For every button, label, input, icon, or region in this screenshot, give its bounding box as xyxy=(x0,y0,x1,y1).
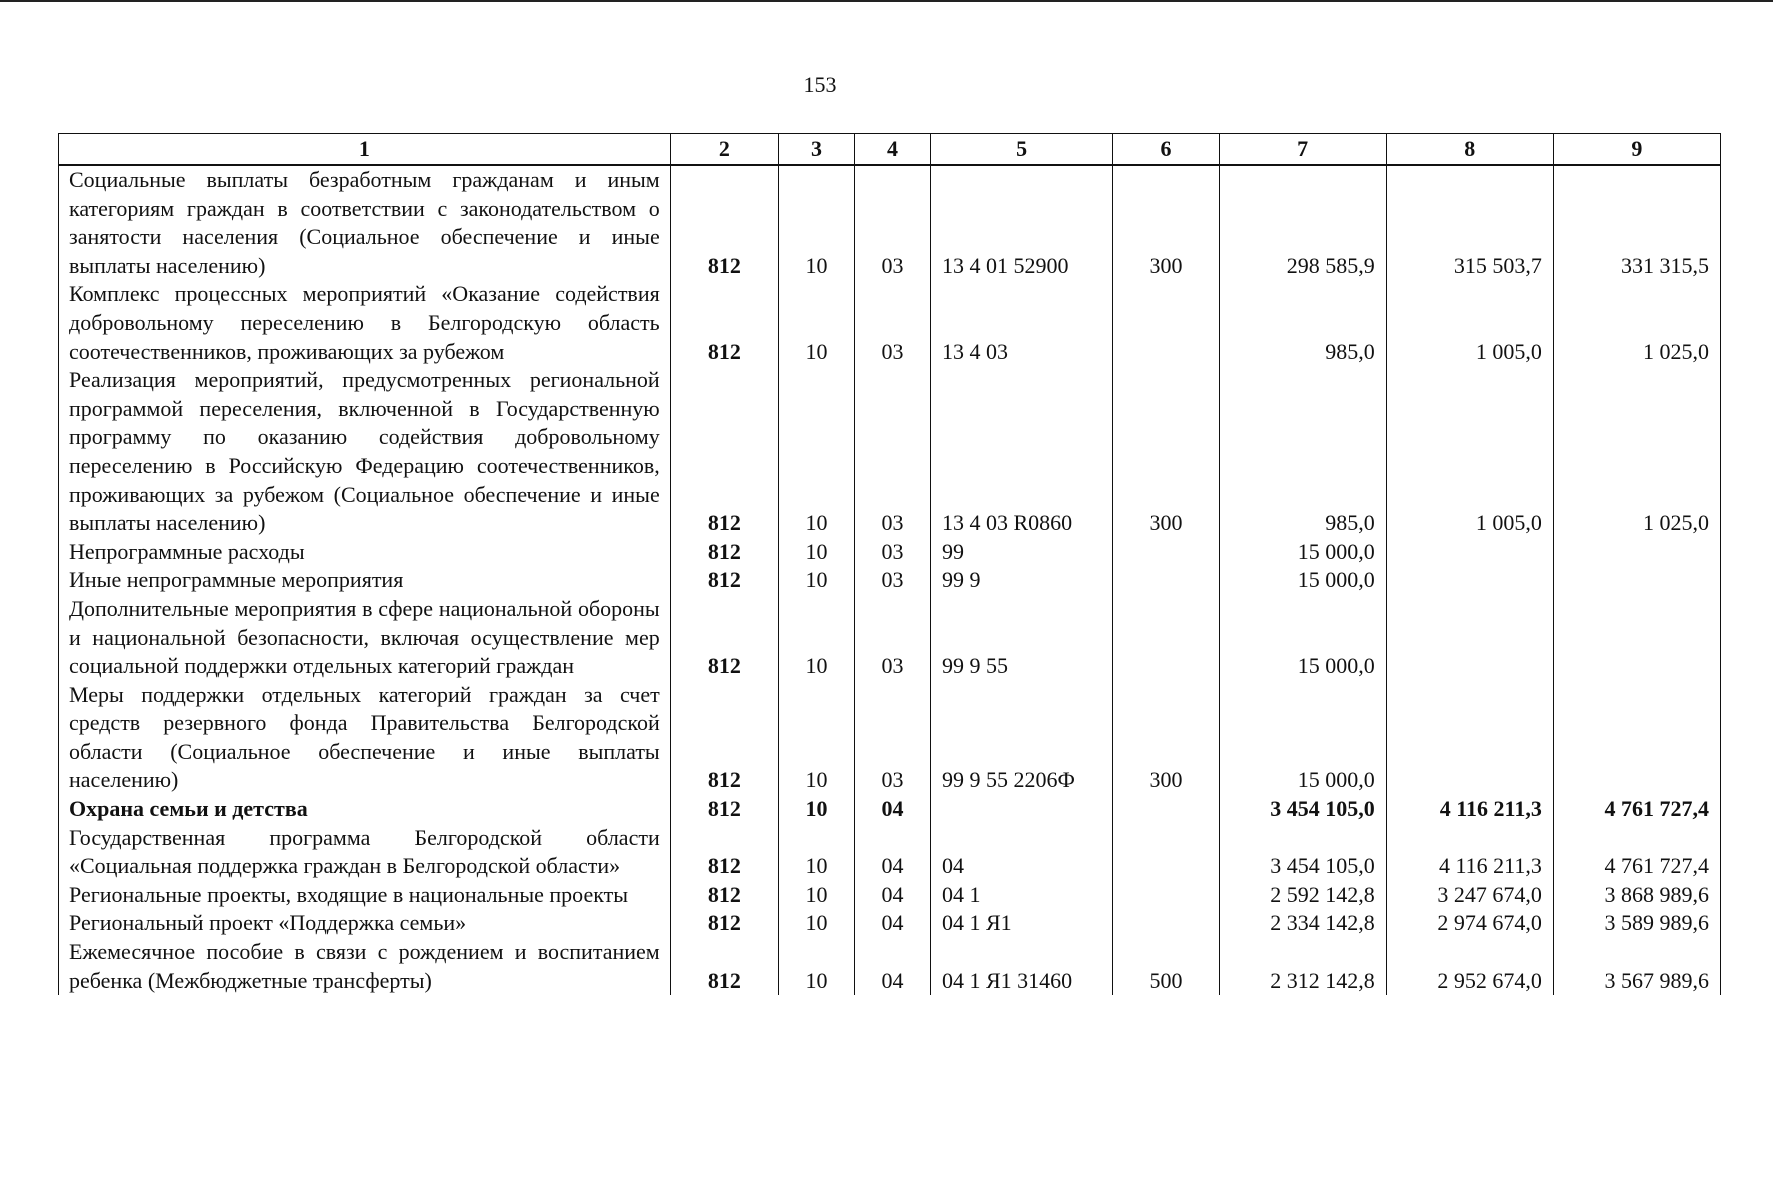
amount-col-9: 3 868 989,6 xyxy=(1553,881,1720,910)
main-admin-code: 812 xyxy=(670,938,778,995)
section-code: 10 xyxy=(779,681,855,795)
amount-col-8: 2 952 674,0 xyxy=(1386,938,1553,995)
header-col-2: 2 xyxy=(670,134,778,166)
main-admin-code: 812 xyxy=(670,566,778,595)
subsection-code: 04 xyxy=(855,909,931,938)
amount-col-7: 15 000,0 xyxy=(1219,566,1386,595)
amount-col-7: 985,0 xyxy=(1219,366,1386,538)
subsection-code: 04 xyxy=(855,795,931,824)
amount-col-9: 1 025,0 xyxy=(1553,366,1720,538)
table-row xyxy=(59,280,1721,366)
header-col-3: 3 xyxy=(779,134,855,166)
amount-col-7: 3 454 105,0 xyxy=(1219,795,1386,824)
main-admin-code: 812 xyxy=(670,909,778,938)
table-row xyxy=(59,595,1721,681)
header-col-8: 8 xyxy=(1386,134,1553,166)
section-code: 10 xyxy=(779,881,855,910)
table-row xyxy=(59,366,1721,538)
section-code: 10 xyxy=(779,280,855,366)
target-article-code: 04 xyxy=(930,824,1112,881)
section-code: 10 xyxy=(779,595,855,681)
amount-col-9 xyxy=(1553,595,1720,681)
main-admin-code: 812 xyxy=(670,595,778,681)
target-article-code: 04 1 Я1 31460 xyxy=(930,938,1112,995)
expense-type-code: 300 xyxy=(1113,681,1219,795)
section-code: 10 xyxy=(779,538,855,567)
section-code: 10 xyxy=(779,938,855,995)
subsection-code: 03 xyxy=(855,681,931,795)
section-code: 10 xyxy=(779,165,855,280)
row-name: Социальные выплаты безработным гражданам и иным категориям граждан в соответствии с законодательством о занятости населения (Социальное обеспечение и иные выплаты населению) xyxy=(59,165,671,280)
table-row xyxy=(59,881,1721,910)
row-name: Государственная программа Белгородской области «Социальная поддержка граждан в Белгородской области» xyxy=(59,824,671,881)
section-code: 10 xyxy=(779,909,855,938)
amount-col-8: 1 005,0 xyxy=(1386,280,1553,366)
expense-type-code xyxy=(1113,881,1219,910)
table-row xyxy=(59,824,1721,881)
amount-col-9 xyxy=(1553,681,1720,795)
amount-col-7: 15 000,0 xyxy=(1219,538,1386,567)
expense-type-code xyxy=(1113,909,1219,938)
amount-col-9: 4 761 727,4 xyxy=(1553,795,1720,824)
header-col-4: 4 xyxy=(855,134,931,166)
amount-col-8 xyxy=(1386,595,1553,681)
header-col-9: 9 xyxy=(1553,134,1720,166)
table-row xyxy=(59,566,1721,595)
expense-type-code xyxy=(1113,566,1219,595)
header-col-6: 6 xyxy=(1113,134,1219,166)
table-row xyxy=(59,165,1721,280)
amount-col-8: 1 005,0 xyxy=(1386,366,1553,538)
table-row xyxy=(59,538,1721,567)
target-article-code xyxy=(930,795,1112,824)
expense-type-code xyxy=(1113,538,1219,567)
subsection-code: 03 xyxy=(855,366,931,538)
amount-col-9 xyxy=(1553,538,1720,567)
target-article-code: 13 4 03 R0860 xyxy=(930,366,1112,538)
amount-col-7: 298 585,9 xyxy=(1219,165,1386,280)
amount-col-8 xyxy=(1386,681,1553,795)
target-article-code: 13 4 01 52900 xyxy=(930,165,1112,280)
amount-col-8 xyxy=(1386,538,1553,567)
amount-col-8: 4 116 211,3 xyxy=(1386,795,1553,824)
header-col-1: 1 xyxy=(59,134,671,166)
expense-type-code xyxy=(1113,280,1219,366)
amount-col-7: 3 454 105,0 xyxy=(1219,824,1386,881)
main-admin-code: 812 xyxy=(670,881,778,910)
header-col-5: 5 xyxy=(930,134,1112,166)
expense-type-code: 300 xyxy=(1113,366,1219,538)
subsection-code: 03 xyxy=(855,165,931,280)
subsection-code: 03 xyxy=(855,280,931,366)
row-name: Региональные проекты, входящие в национальные проекты xyxy=(59,881,671,910)
amount-col-8: 3 247 674,0 xyxy=(1386,881,1553,910)
main-admin-code: 812 xyxy=(670,366,778,538)
amount-col-7: 2 334 142,8 xyxy=(1219,909,1386,938)
subsection-code: 03 xyxy=(855,538,931,567)
amount-col-7: 15 000,0 xyxy=(1219,595,1386,681)
amount-col-9: 331 315,5 xyxy=(1553,165,1720,280)
page-number: 153 xyxy=(803,72,837,97)
expense-type-code: 500 xyxy=(1113,938,1219,995)
amount-col-7: 2 592 142,8 xyxy=(1219,881,1386,910)
amount-col-9: 4 761 727,4 xyxy=(1553,824,1720,881)
amount-col-8: 4 116 211,3 xyxy=(1386,824,1553,881)
header-row xyxy=(59,134,1721,166)
section-code: 10 xyxy=(779,824,855,881)
row-name: Реализация мероприятий, предусмотренных региональной программой переселения, включенной в Государственную программу по оказанию содействия добровольному переселению в Российскую Федерацию соотечественников, проживающих за рубежом (Социальное обеспечение и иные выплаты населению) xyxy=(59,366,671,538)
table-row xyxy=(59,795,1721,824)
table-body xyxy=(59,165,1721,995)
target-article-code: 04 1 Я1 xyxy=(930,909,1112,938)
table-row xyxy=(59,938,1721,995)
amount-col-7: 985,0 xyxy=(1219,280,1386,366)
amount-col-9 xyxy=(1553,566,1720,595)
target-article-code: 04 1 xyxy=(930,881,1112,910)
header-col-7: 7 xyxy=(1219,134,1386,166)
section-code: 10 xyxy=(779,566,855,595)
row-name: Охрана семьи и детства xyxy=(59,795,671,824)
table-row xyxy=(59,909,1721,938)
main-admin-code: 812 xyxy=(670,280,778,366)
subsection-code: 04 xyxy=(855,824,931,881)
subsection-code: 04 xyxy=(855,938,931,995)
row-name: Региональный проект «Поддержка семьи» xyxy=(59,909,671,938)
budget-table xyxy=(58,133,1721,995)
subsection-code: 03 xyxy=(855,566,931,595)
row-name: Ежемесячное пособие в связи с рождением и воспитанием ребенка (Межбюджетные трансферты) xyxy=(59,938,671,995)
row-name: Непрограммные расходы xyxy=(59,538,671,567)
amount-col-7: 15 000,0 xyxy=(1219,681,1386,795)
section-code: 10 xyxy=(779,366,855,538)
subsection-code: 03 xyxy=(855,595,931,681)
subsection-code: 04 xyxy=(855,881,931,910)
main-admin-code: 812 xyxy=(670,824,778,881)
target-article-code: 99 9 xyxy=(930,566,1112,595)
target-article-code: 99 9 55 2206Ф xyxy=(930,681,1112,795)
target-article-code: 99 xyxy=(930,538,1112,567)
expense-type-code xyxy=(1113,824,1219,881)
top-rule xyxy=(0,0,1773,2)
row-name: Меры поддержки отдельных категорий граждан за счет средств резервного фонда Правительства Белгородской области (Социальное обеспечение и иные выплаты населению) xyxy=(59,681,671,795)
table-row xyxy=(59,681,1721,795)
target-article-code: 99 9 55 xyxy=(930,595,1112,681)
expense-type-code xyxy=(1113,595,1219,681)
expense-type-code: 300 xyxy=(1113,165,1219,280)
row-name: Комплекс процессных мероприятий «Оказание содействия добровольному переселению в Белгородскую область соотечественников, проживающих за рубежом xyxy=(59,280,671,366)
amount-col-8: 2 974 674,0 xyxy=(1386,909,1553,938)
amount-col-8: 315 503,7 xyxy=(1386,165,1553,280)
amount-col-8 xyxy=(1386,566,1553,595)
expense-type-code xyxy=(1113,795,1219,824)
main-admin-code: 812 xyxy=(670,681,778,795)
section-code: 10 xyxy=(779,795,855,824)
row-name: Иные непрограммные мероприятия xyxy=(59,566,671,595)
main-admin-code: 812 xyxy=(670,538,778,567)
amount-col-9: 1 025,0 xyxy=(1553,280,1720,366)
row-name: Дополнительные мероприятия в сфере национальной обороны и национальной безопасности, включая осуществление мер социальной поддержки отдельных категорий граждан xyxy=(59,595,671,681)
amount-col-9: 3 567 989,6 xyxy=(1553,938,1720,995)
amount-col-7: 2 312 142,8 xyxy=(1219,938,1386,995)
main-admin-code: 812 xyxy=(670,795,778,824)
amount-col-9: 3 589 989,6 xyxy=(1553,909,1720,938)
target-article-code: 13 4 03 xyxy=(930,280,1112,366)
main-admin-code: 812 xyxy=(670,165,778,280)
